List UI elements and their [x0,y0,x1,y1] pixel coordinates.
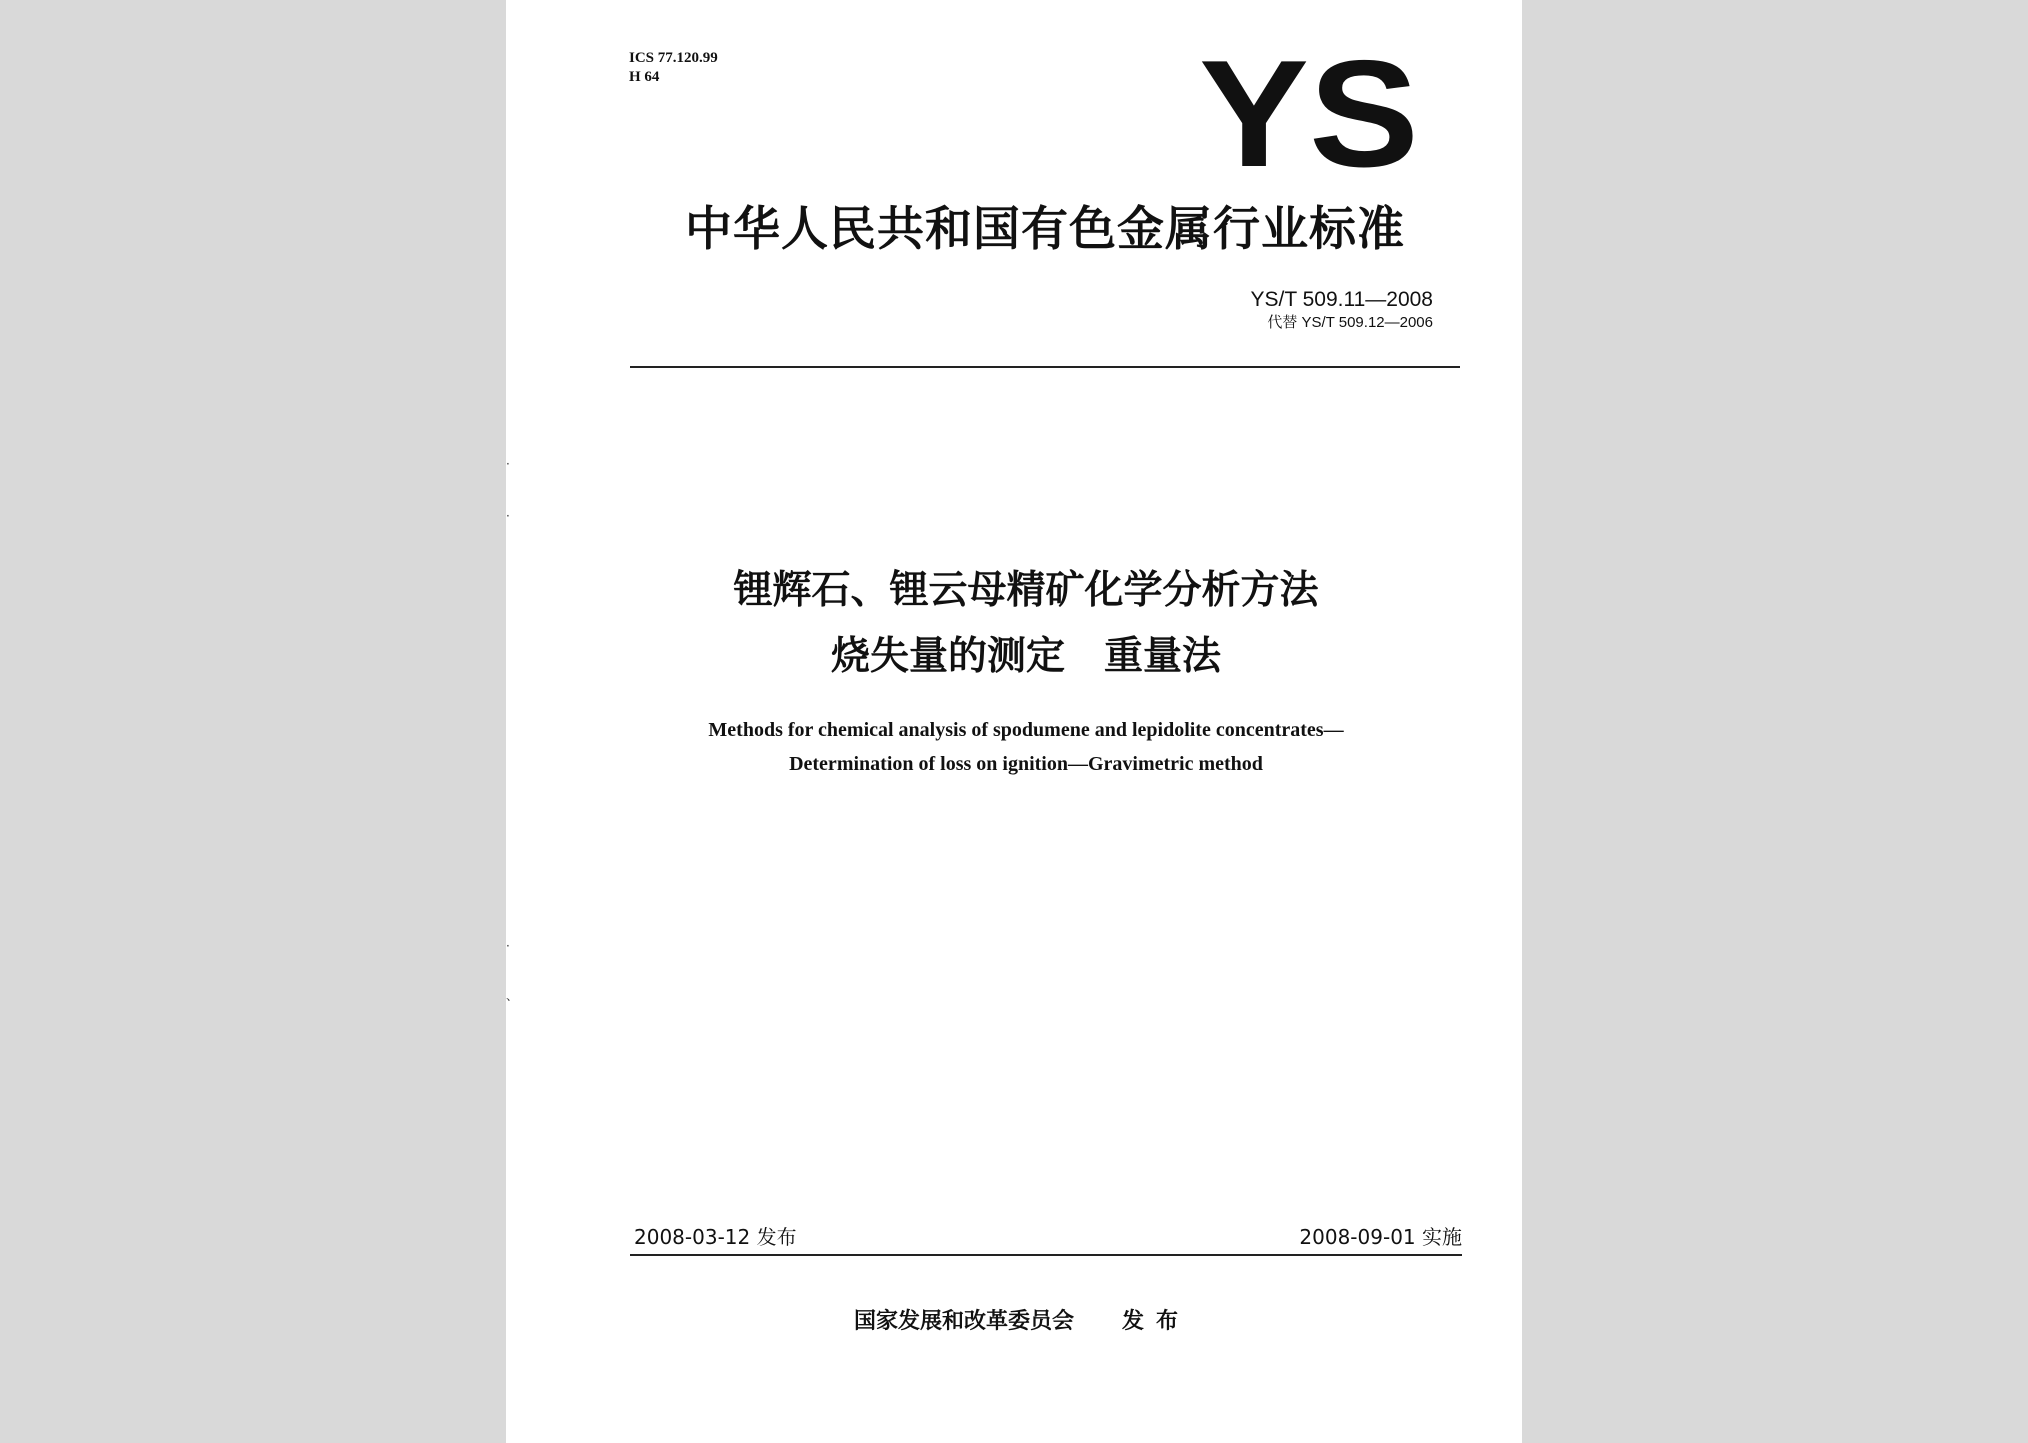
margin-mark: 、 [506,989,519,1003]
bottom-divider [630,1254,1462,1256]
english-title [566,713,1486,781]
chinese-title-line-1: 锂辉石、锂云母精矿化学分析方法 [733,568,1319,613]
publisher-name: 国家发展和改革委员会 [854,1309,1075,1334]
margin-mark: · [506,939,510,953]
standard-category-title: 中华人民共和国有色金属行业标准 [685,202,1405,257]
chinese-title [616,558,1436,690]
ccs-code: H 64 [629,69,660,85]
document-page [506,0,1522,1443]
publisher-action: 发布 [1122,1309,1191,1334]
chinese-title-line-2: 烧失量的测定 重量法 [830,634,1221,679]
replaces-standard: 代替 YS/T 509.12—2006 [1267,314,1433,331]
standard-number-block [1250,287,1433,333]
english-title-line-1: Methods for chemical analysis of spodumene and lepidolite concentrates— [708,719,1344,741]
margin-mark: · [506,457,510,471]
ys-logo [1197,44,1422,176]
issue-date: 2008-03-12 发布 [634,1225,797,1249]
english-title-line-2: Determination of loss on ignition—Gravimetric method [789,753,1263,775]
implementation-date: 2008-09-01 实施 [1299,1225,1462,1249]
ys-logo-text: YS [1199,44,1419,176]
ics-code: ICS 77.120.99 [629,50,718,66]
top-divider [630,366,1460,368]
publisher-line [854,1306,1190,1338]
standard-number: YS/T 509.11—2008 [1250,288,1433,311]
margin-mark: · [506,509,510,523]
date-row [630,1222,1462,1252]
classification-codes [629,49,718,87]
